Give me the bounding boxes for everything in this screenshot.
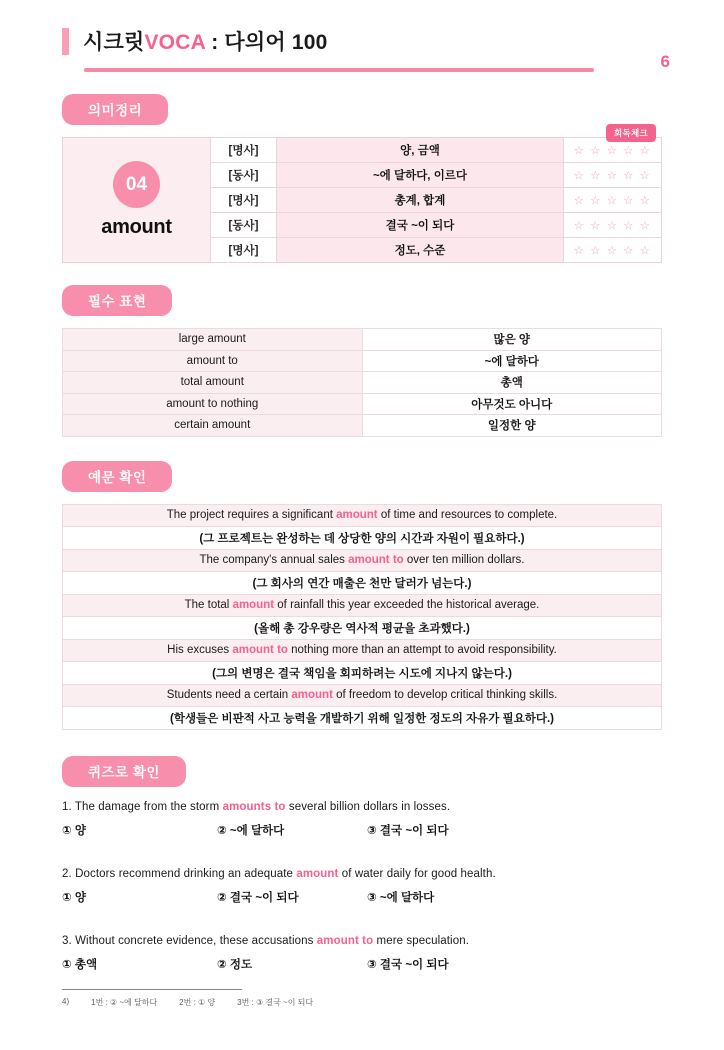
list-item <box>62 935 662 972</box>
example-pre: Students need a certain <box>166 689 292 702</box>
table-row <box>63 662 662 685</box>
phrase-korean: 일정한 양 <box>362 415 662 437</box>
pos-label: [명사] <box>211 238 277 263</box>
table-row <box>63 504 662 527</box>
star-rating[interactable]: ☆ ☆ ☆ ☆ ☆ <box>564 213 662 238</box>
example-highlight: amount <box>291 689 333 702</box>
answer-key-footer <box>62 989 662 1008</box>
quiz-list <box>62 801 662 972</box>
quiz-pre: 1. The damage from the storm <box>62 800 223 813</box>
section-label-meaning: 의미정리 <box>62 94 168 125</box>
quiz-options <box>62 822 662 838</box>
example-post: of freedom to develop critical thinking skills. <box>332 689 558 702</box>
example-highlight: amount <box>232 599 275 612</box>
quiz-question <box>62 801 662 813</box>
example-pre: The company's annual sales <box>199 554 349 567</box>
example-pre: The total <box>184 599 233 612</box>
table-row <box>63 393 662 415</box>
table-row <box>63 415 662 437</box>
quiz-post: several billion dollars in losses. <box>285 800 451 813</box>
example-korean: (그 프로젝트는 완성하는 데 상당한 양의 시간과 자원이 필요하다.) <box>63 527 662 550</box>
section-label-examples: 예문 확인 <box>62 461 172 492</box>
example-highlight: amount to <box>232 644 288 657</box>
phrase-table <box>62 328 662 437</box>
phrase-english: large amount <box>63 329 363 351</box>
answer-key-prefix: 4) <box>62 997 70 1006</box>
phrase-korean: 많은 양 <box>362 329 662 351</box>
example-korean: (올해 총 강우량은 역사적 평균을 초과했다.) <box>63 617 662 640</box>
quiz-option[interactable]: ② 정도 <box>217 958 253 971</box>
quiz-options <box>62 956 662 972</box>
table-row <box>63 639 662 662</box>
list-item <box>62 801 662 838</box>
meaning-text: 양, 금액 <box>277 138 564 163</box>
quiz-option[interactable]: ② ~에 달하다 <box>217 824 285 837</box>
title-suffix: : 다의어 100 <box>205 31 328 54</box>
meaning-text: ~에 달하다, 이르다 <box>277 163 564 188</box>
examples-section <box>62 461 662 730</box>
title-accent-bar <box>62 28 69 55</box>
example-english <box>63 594 662 617</box>
example-english <box>63 639 662 662</box>
quiz-options <box>62 889 662 905</box>
example-korean: (그의 변명은 결국 책임을 회피하려는 시도에 지나지 않는다.) <box>63 662 662 685</box>
quiz-highlight: amounts to <box>222 800 286 813</box>
pos-label: [동사] <box>211 213 277 238</box>
examples-table <box>62 504 662 730</box>
word-card-cell <box>63 138 211 263</box>
example-post: of time and resources to complete. <box>377 509 558 522</box>
quiz-option[interactable]: ② 결국 ~이 되다 <box>217 891 299 904</box>
section-label-phrase: 필수 표현 <box>62 285 172 316</box>
quiz-post: mere speculation. <box>373 934 469 947</box>
star-rating[interactable]: ☆ ☆ ☆ ☆ ☆ <box>564 238 662 263</box>
list-item <box>62 868 662 905</box>
quiz-question <box>62 935 662 947</box>
quiz-option[interactable]: ③ 결국 ~이 되다 <box>367 824 449 837</box>
meaning-text: 총계, 합계 <box>277 188 564 213</box>
review-check-badge: 회독체크 <box>606 124 656 142</box>
phrase-english: amount to <box>63 350 363 372</box>
phrase-english: amount to nothing <box>63 393 363 415</box>
pos-label: [명사] <box>211 188 277 213</box>
quiz-option[interactable]: ③ ~에 달하다 <box>367 891 435 904</box>
phrase-english: certain amount <box>63 415 363 437</box>
example-highlight: amount to <box>348 554 404 567</box>
example-post: of rainfall this year exceeded the historical average. <box>274 599 540 612</box>
table-row <box>63 572 662 595</box>
page-header <box>62 26 670 72</box>
table-row <box>63 138 662 163</box>
table-row <box>63 549 662 572</box>
quiz-option[interactable]: ① 양 <box>62 824 87 837</box>
star-rating[interactable]: ☆ ☆ ☆ ☆ ☆ <box>564 188 662 213</box>
quiz-option[interactable]: ③ 결국 ~이 되다 <box>367 958 449 971</box>
example-pre: His excuses <box>167 644 233 657</box>
example-english <box>63 549 662 572</box>
phrase-korean: 아무것도 아니다 <box>362 393 662 415</box>
phrase-korean: ~에 달하다 <box>362 350 662 372</box>
example-post: over ten million dollars. <box>403 554 525 567</box>
quiz-highlight: amount to <box>316 934 374 947</box>
phrase-section <box>62 285 662 437</box>
examples-table-body <box>63 504 662 729</box>
table-row <box>63 372 662 394</box>
star-rating[interactable]: ☆ ☆ ☆ ☆ ☆ <box>564 163 662 188</box>
meaning-table-wrap <box>62 127 662 263</box>
answer-key-text <box>62 997 662 1008</box>
pos-label: [동사] <box>211 163 277 188</box>
meaning-table <box>62 137 662 263</box>
table-row <box>63 594 662 617</box>
table-row <box>63 527 662 550</box>
worksheet-page <box>0 26 724 1050</box>
footer-divider <box>62 989 242 990</box>
example-pre: The project requires a significant <box>166 509 337 522</box>
meaning-text: 결국 ~이 되다 <box>277 213 564 238</box>
answer-key-item: 3번 : ③ 결국 ~이 되다 <box>237 998 314 1007</box>
meaning-table-body <box>63 138 662 263</box>
quiz-question <box>62 868 662 880</box>
quiz-section <box>62 756 662 972</box>
quiz-option[interactable]: ① 총액 <box>62 958 98 971</box>
table-row <box>63 350 662 372</box>
phrase-table-body <box>63 329 662 437</box>
word-headword: amount <box>101 216 172 238</box>
pos-label: [명사] <box>211 138 277 163</box>
header-divider <box>84 68 594 72</box>
word-number-circle: 04 <box>113 161 160 208</box>
star-rating[interactable]: ☆ ☆ ☆ ☆ ☆ <box>564 138 662 163</box>
title-voca: VOCA <box>144 31 206 54</box>
table-row <box>63 707 662 730</box>
quiz-option[interactable]: ① 양 <box>62 891 87 904</box>
answer-key-item: 1번 : ② ~에 달하다 <box>91 998 158 1007</box>
table-row <box>63 329 662 351</box>
phrase-english: total amount <box>63 372 363 394</box>
quiz-post: of water daily for good health. <box>338 867 496 880</box>
table-row <box>63 617 662 640</box>
example-post: nothing more than an attempt to avoid responsibility. <box>287 644 557 657</box>
table-row <box>63 684 662 707</box>
quiz-pre: 3. Without concrete evidence, these accusations <box>62 934 317 947</box>
answer-key-item: 2번 : ① 양 <box>179 998 216 1007</box>
section-label-quiz: 퀴즈로 확인 <box>62 756 186 787</box>
meaning-section <box>62 94 662 263</box>
example-highlight: amount <box>336 509 378 522</box>
quiz-highlight: amount <box>296 867 339 880</box>
page-title <box>83 26 328 56</box>
example-english <box>63 684 662 707</box>
phrase-korean: 총액 <box>362 372 662 394</box>
title-prefix: 시크릿 <box>83 31 145 54</box>
example-korean: (그 회사의 연간 매출은 천만 달러가 넘는다.) <box>63 572 662 595</box>
page-number: 6 <box>660 52 670 71</box>
title-row <box>62 26 670 71</box>
example-english <box>63 504 662 527</box>
example-korean: (학생들은 비판적 사고 능력을 개발하기 위해 일정한 정도의 자유가 필요하다.) <box>63 707 662 730</box>
quiz-pre: 2. Doctors recommend drinking an adequate <box>62 867 297 880</box>
meaning-text: 정도, 수준 <box>277 238 564 263</box>
